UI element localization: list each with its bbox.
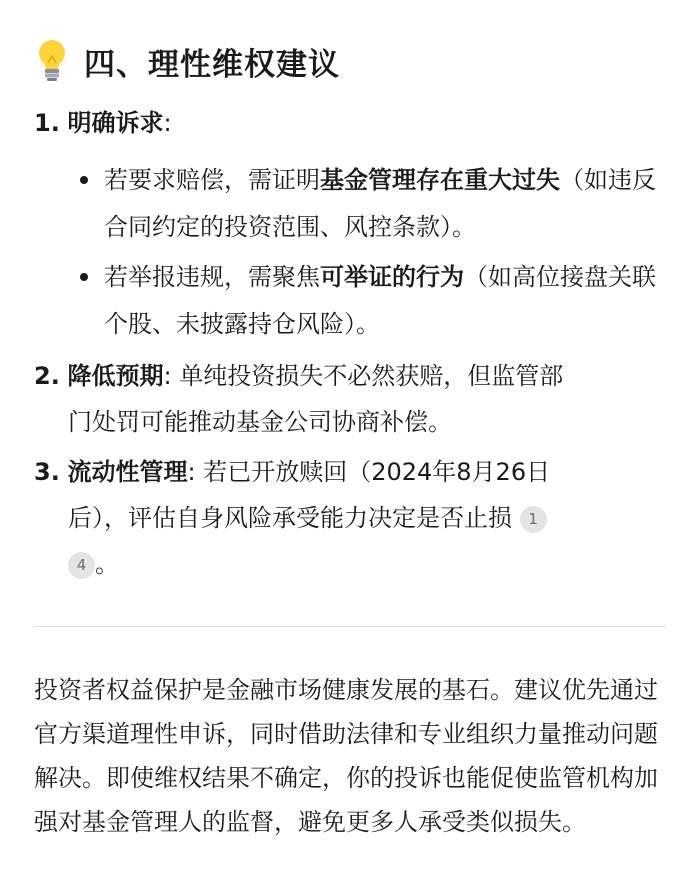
section-title: 四、理性维权建议 bbox=[84, 46, 340, 83]
list-item-3-title bbox=[34, 449, 550, 495]
section-heading bbox=[34, 38, 340, 84]
citation-badge[interactable]: 1 bbox=[520, 506, 547, 533]
item-title: 明确诉求 bbox=[67, 109, 164, 137]
item-number: 1. bbox=[34, 109, 60, 137]
bullet-text-pre: 若举报违规，需聚焦 bbox=[104, 263, 320, 291]
closing-paragraph: 投资者权益保护是金融市场健康发展的基石。建议优先通过官方渠道理性申诉，同时借助法律和专业组织力量推动问题解决。即使维权结果不确定，你的投诉也能促使监管机构加强对基金管理人的监督，避免更多人承受类似损失。 bbox=[34, 676, 658, 836]
bullet-text-pre: 若要求赔偿，需证明 bbox=[104, 166, 320, 194]
list-item-2-title bbox=[34, 353, 563, 399]
item-number: 2. bbox=[34, 362, 60, 390]
list-item-3-text-end bbox=[68, 541, 658, 587]
item-colon: : bbox=[163, 109, 172, 137]
item-title: 流动性管理 bbox=[67, 458, 188, 486]
divider bbox=[34, 626, 666, 627]
list-item-3-text-continued bbox=[68, 495, 658, 541]
item-colon: : bbox=[163, 362, 172, 390]
bullet-dot bbox=[80, 273, 88, 281]
bullet-dot bbox=[80, 176, 88, 184]
item-number: 3. bbox=[34, 458, 60, 486]
item-text: 若已开放赎回（2024年8月26日 bbox=[203, 458, 551, 486]
item-text: 后），评估自身风险承受能力决定是否止损 bbox=[68, 504, 512, 532]
item-text: 单纯投资损失不必然获赔，但监管部 bbox=[179, 362, 564, 390]
list-item-1-bullet-2 bbox=[104, 254, 664, 348]
list-item-1-title bbox=[34, 100, 172, 146]
list-item-2-text-continued: 门处罚可能推动基金公司协商补偿。 bbox=[68, 408, 452, 436]
bullet-text-bold: 基金管理存在重大过失 bbox=[320, 166, 560, 194]
bullet-text-post: （如高位接盘关联个股、未披露持仓风险）。 bbox=[104, 263, 656, 338]
lightbulb-icon bbox=[34, 38, 70, 84]
list-item-1-bullet-1 bbox=[104, 157, 664, 251]
item-title: 降低预期 bbox=[67, 362, 164, 390]
citation-badge[interactable]: 4 bbox=[68, 552, 95, 579]
bullet-text-post: （如违反合同约定的投资范围、风控条款）。 bbox=[104, 166, 656, 241]
bullet-text-bold: 可举证的行为 bbox=[320, 263, 464, 291]
item-colon: : bbox=[187, 458, 196, 486]
item-text-end: 。 bbox=[95, 550, 119, 578]
